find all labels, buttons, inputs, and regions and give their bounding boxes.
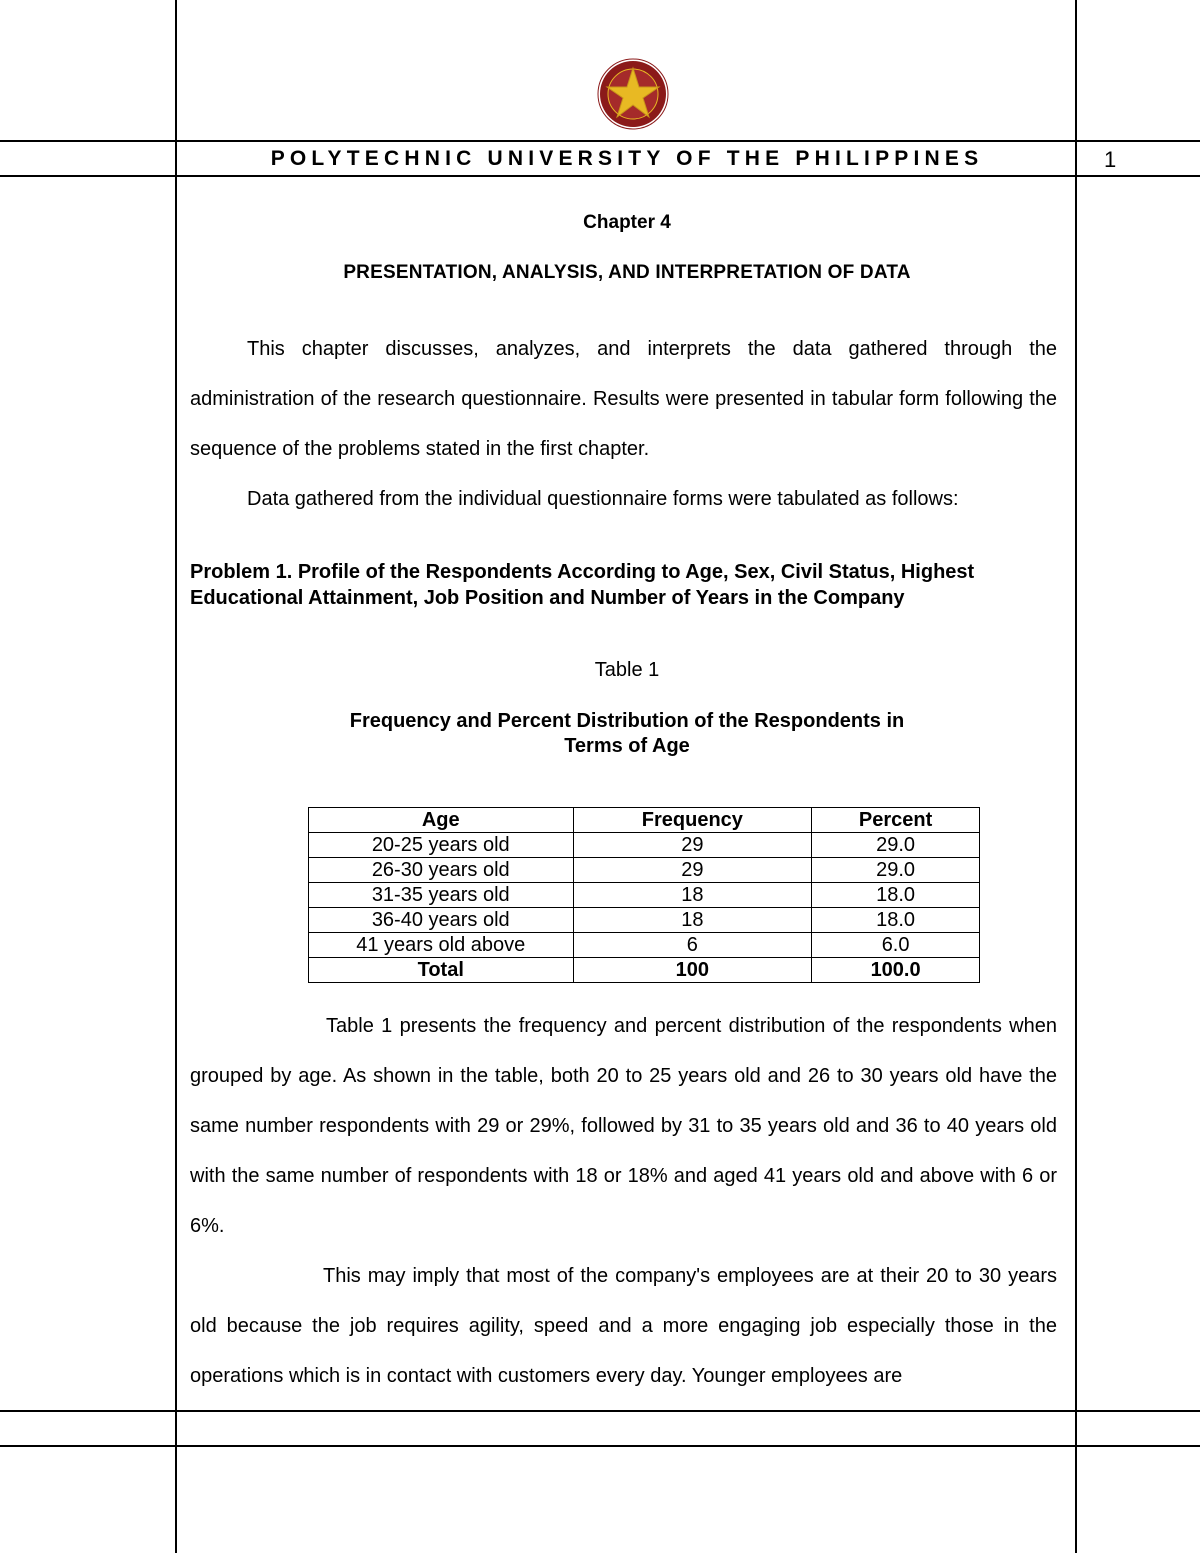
cell-age: 31-35 years old bbox=[309, 883, 574, 908]
table-row bbox=[309, 858, 980, 883]
cell-frequency: 6 bbox=[573, 933, 812, 958]
intro-section bbox=[190, 324, 1057, 524]
left-margin-line bbox=[175, 0, 177, 1553]
header-age: Age bbox=[309, 808, 574, 833]
total-label: Total bbox=[309, 958, 574, 983]
problem-1-line-1: Problem 1. Profile of the Respondents According to Age, Sex, Civil Status, Highest bbox=[190, 561, 975, 583]
intro-paragraph-2: Data gathered from the individual questionnaire forms were tabulated as follows: bbox=[247, 488, 959, 510]
table-row bbox=[309, 908, 980, 933]
chapter-title: PRESENTATION, ANALYSIS, AND INTERPRETATION OF DATA bbox=[343, 262, 911, 283]
total-frequency: 100 bbox=[573, 958, 812, 983]
cell-percent: 6.0 bbox=[812, 933, 980, 958]
problem-1-line-2: Educational Attainment, Job Position and Number of Years in the Company bbox=[190, 587, 905, 609]
discussion-section bbox=[190, 1001, 1057, 1401]
table-row bbox=[309, 883, 980, 908]
table-row bbox=[309, 833, 980, 858]
page-number: 1 bbox=[1104, 147, 1117, 172]
chapter-label: Chapter 4 bbox=[583, 212, 671, 233]
cell-percent: 18.0 bbox=[812, 883, 980, 908]
footer-bottom-line bbox=[0, 1445, 1200, 1447]
problem-1-heading bbox=[190, 559, 1070, 611]
table-title-line-2: Terms of Age bbox=[564, 735, 690, 757]
table-row bbox=[309, 933, 980, 958]
header-bottom-line bbox=[0, 175, 1200, 177]
cell-frequency: 18 bbox=[573, 908, 812, 933]
university-seal-icon bbox=[597, 58, 669, 130]
discussion-paragraph-1: Table 1 presents the frequency and percent distribution of the respondents when grouped by age. As shown in the table, both 20 to 25 years old and 26 to 30 years old have the same number respondents with 29 or 29%, followed by 31 to 35 years old and 36 to 40 years old with the same number of respondents with 18 or 18% and aged 41 years old and above with 6 or 6%. bbox=[190, 1015, 1057, 1237]
cell-percent: 18.0 bbox=[812, 908, 980, 933]
cell-percent: 29.0 bbox=[812, 858, 980, 883]
cell-age: 26-30 years old bbox=[309, 858, 574, 883]
footer-top-line bbox=[0, 1410, 1200, 1412]
discussion-paragraph-2: This may imply that most of the company's employees are at their 20 to 30 years old because the job requires agility, speed and a more engaging job especially those in the operations which is in contact with customers every day. Younger employees are bbox=[190, 1265, 1057, 1387]
total-percent: 100.0 bbox=[812, 958, 980, 983]
intro-paragraph-1: This chapter discusses, analyzes, and interprets the data gathered through the administration of the research questionnaire. Results were presented in tabular form following the sequence of the problems stated in the first chapter. bbox=[190, 338, 1057, 460]
cell-frequency: 29 bbox=[573, 858, 812, 883]
table-title-line-1: Frequency and Percent Distribution of the Respondents in bbox=[349, 710, 905, 732]
cell-percent: 29.0 bbox=[812, 833, 980, 858]
header-top-line bbox=[0, 140, 1200, 142]
table-title bbox=[178, 709, 1076, 759]
table-header-row bbox=[309, 808, 980, 833]
table-total-row bbox=[309, 958, 980, 983]
university-name: POLYTECHNIC UNIVERSITY OF THE PHILIPPINES bbox=[270, 147, 984, 170]
cell-frequency: 29 bbox=[573, 833, 812, 858]
cell-age: 41 years old above bbox=[309, 933, 574, 958]
header-percent: Percent bbox=[812, 808, 980, 833]
cell-age: 20-25 years old bbox=[309, 833, 574, 858]
cell-frequency: 18 bbox=[573, 883, 812, 908]
table-label: Table 1 bbox=[594, 659, 660, 681]
cell-age: 36-40 years old bbox=[309, 908, 574, 933]
header-frequency: Frequency bbox=[573, 808, 812, 833]
age-distribution-table bbox=[308, 807, 980, 983]
